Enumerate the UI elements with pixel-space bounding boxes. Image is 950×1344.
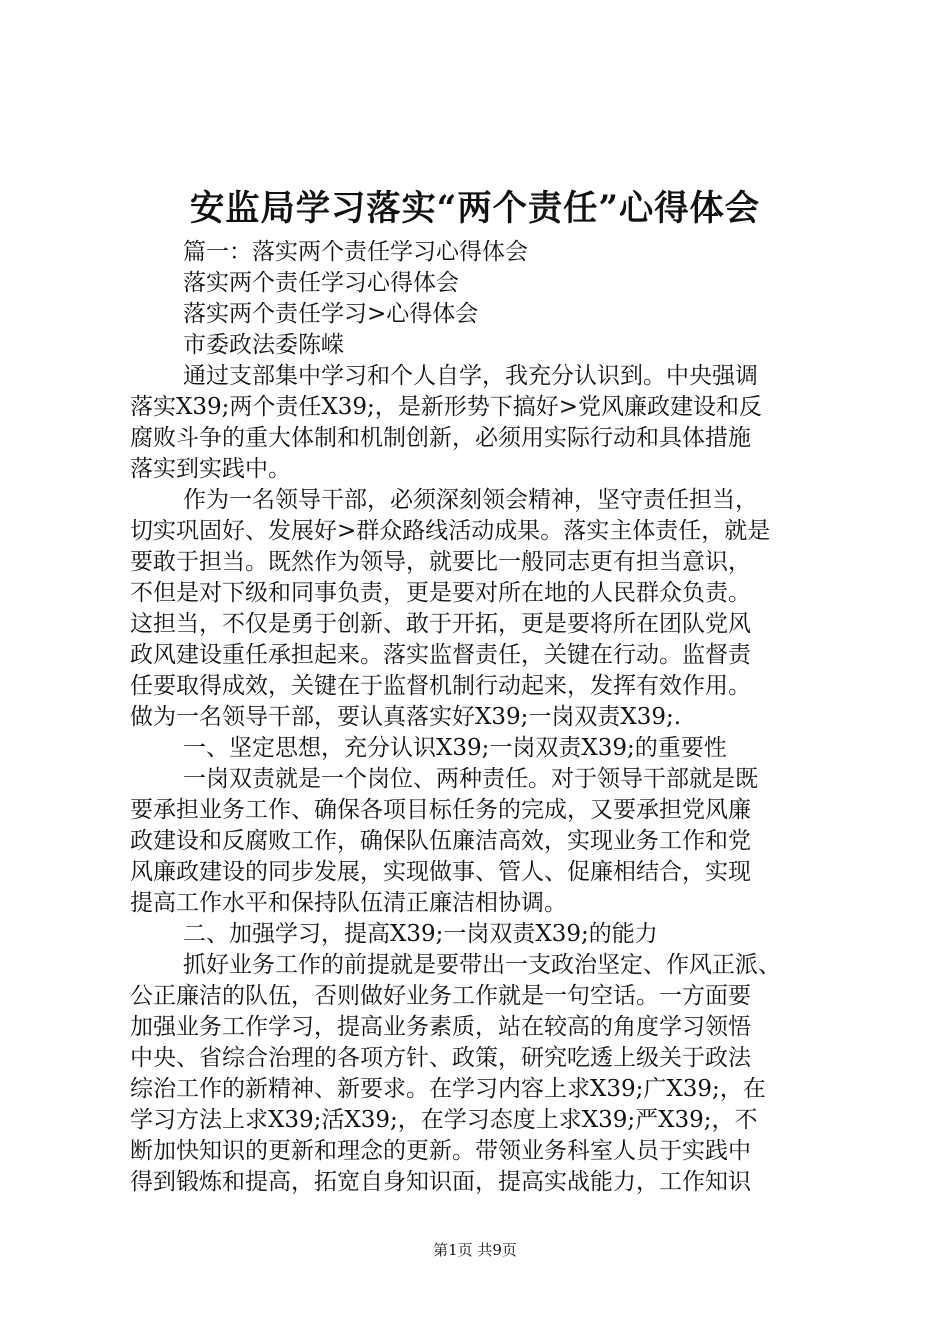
body-line: 这担当，不仅是勇于创新、敢于开拓，更是要将所在团队党风 — [130, 611, 751, 637]
body-line: 作为一名领导干部，必须深刻领会精神，坚守责任担当， — [183, 487, 758, 513]
body-line: 加强业务工作学习，提高业务素质，站在较高的角度学习领悟 — [130, 1014, 751, 1040]
body-line: 政风建设重任承担起来。落实监督责任，关键在行动。监督责 — [130, 642, 751, 668]
body-line: 市委政法委陈嵘 — [183, 332, 344, 358]
body-line: 落实两个责任学习>心得体会 — [183, 301, 479, 327]
body-line: 落实到实践中。 — [130, 456, 291, 482]
body-line: 切实巩固好、发展好>群众路线活动成果。落实主体责任，就是 — [130, 518, 771, 544]
body-line: 得到锻炼和提高，拓宽自身知识面，提高实战能力，工作知识 — [130, 1169, 751, 1195]
body-line: 腐败斗争的重大体制和机制创新，必须用实际行动和具体措施 — [130, 425, 751, 451]
body-line: 公正廉洁的队伍，否则做好业务工作就是一句空话。一方面要 — [130, 983, 751, 1009]
body-line: 风廉政建设的同步发展，实现做事、管人、促廉相结合，实现 — [130, 859, 751, 885]
body-line: 要敢于担当。既然作为领导，就要比一般同志更有担当意识， — [130, 549, 751, 575]
body-line: 做为一名领导干部，要认真落实好X39;一岗双责X39;. — [130, 704, 682, 730]
body-line: 要承担业务工作、确保各项目标任务的完成，又要承担党风廉 — [130, 797, 751, 823]
body-line: 一岗双责就是一个岗位、两种责任。对于领导干部就是既 — [183, 766, 758, 792]
body-line: 政建设和反腐败工作，确保队伍廉洁高效，实现业务工作和党 — [130, 828, 751, 854]
body-line: 任要取得成效，关键在于监督机制行动起来，发挥有效作用。 — [130, 673, 751, 699]
section-heading: 一、坚定思想，充分认识X39;一岗双责X39;的重要性 — [183, 735, 727, 761]
body-line: 篇一：落实两个责任学习心得体会 — [183, 239, 528, 265]
document-title: 安监局学习落实“两个责任”心得体会 — [190, 188, 760, 229]
page-number-footer: 第1页 共9页 — [433, 1241, 517, 1259]
body-line: 抓好业务工作的前提就是要带出一支政治坚定、作风正派、 — [183, 952, 781, 978]
section-heading: 二、加强学习，提高X39;一岗双责X39;的能力 — [183, 921, 658, 947]
body-line: 不但是对下级和同事负责，更是要对所在地的人民群众负责。 — [130, 580, 751, 606]
body-line: 中央、省综合治理的各项方针、政策，研究吃透上级关于政法 — [130, 1045, 751, 1071]
body-line: 通过支部集中学习和个人自学，我充分认识到。中央强调 — [183, 363, 758, 389]
body-line: 落实X39;两个责任X39;，是新形势下搞好>党风廉政建设和反 — [130, 394, 763, 420]
body-line: 学习方法上求X39;活X39;，在学习态度上求X39;严X39;，不 — [130, 1107, 758, 1133]
body-line: 提高工作水平和保持队伍清正廉洁相协调。 — [130, 890, 567, 916]
body-line: 断加快知识的更新和理念的更新。带领业务科室人员于实践中 — [130, 1138, 751, 1164]
body-line: 落实两个责任学习心得体会 — [183, 270, 459, 296]
body-line: 综治工作的新精神、新要求。在学习内容上求X39;广X39;，在 — [130, 1076, 766, 1102]
